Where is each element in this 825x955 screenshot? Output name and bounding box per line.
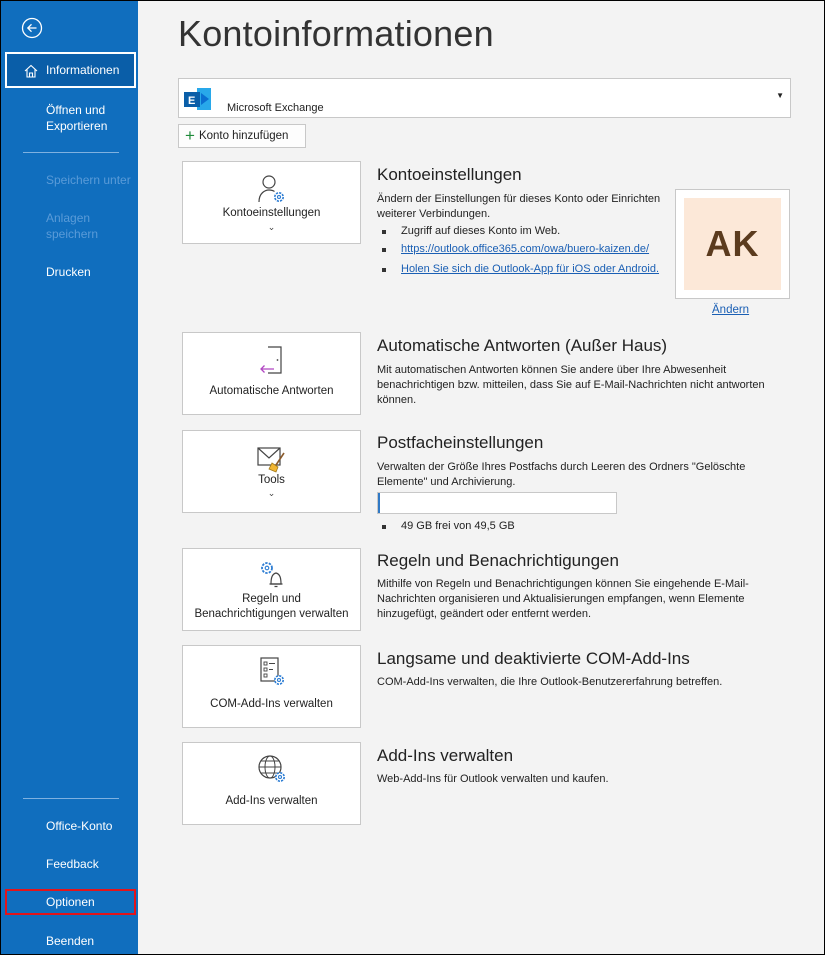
globe-gear-icon [255,752,289,786]
sidebar-item-label: Speichern unter [46,173,131,187]
sidebar-item-beenden[interactable] [5,933,136,949]
tile-label-line2: Benachrichtigungen verwalten [194,608,349,620]
mailbox-usage-fill [378,493,380,513]
plus-icon: + [185,126,195,145]
list-gear-icon [255,655,289,689]
avatar-frame [675,189,790,299]
com-addins-tile[interactable] [182,645,361,728]
sidebar-item-label-line1: Anlagen [46,211,91,225]
tile-label: COM-Add-Ins verwalten [210,698,333,710]
section-title-addins: Add-Ins verwalten [377,746,514,765]
sidebar-item-label-line2: speichern [46,227,99,241]
backstage-sidebar [1,1,138,954]
sidebar-item-optionen[interactable] [5,889,136,915]
sidebar-item-feedback[interactable] [5,856,136,872]
sidebar-item-label: Beenden [46,934,95,948]
avatar: AK [684,198,781,290]
sidebar-item-oeffnen-exportieren[interactable] [5,102,136,134]
section-desc-line2: weiterer Verbindungen. [377,208,491,220]
section-desc-line1: Verwalten der Größe Ihres Postfachs durch Leeren des Ordners "Gelöschte [377,461,746,473]
tile-label: Automatische Antworten [209,385,334,397]
auto-replies-tile[interactable] [182,332,361,415]
sidebar-divider [23,798,119,799]
mailbox-usage-bar [377,492,617,514]
tile-label-line1: Regeln und [242,593,301,605]
account-name: Microsoft Exchange [227,102,324,114]
section-desc-line1: Mithilfe von Regeln und Benachrichtigungen können Sie eingehende E-Mail- [377,578,749,590]
section-desc-line1: Web-Add-Ins für Outlook verwalten und kaufen. [377,773,609,785]
section-desc-line1: Ändern der Einstellungen für dieses Konto oder Einrichten [377,193,661,205]
sidebar-divider [23,152,119,153]
door-arrow-icon [255,343,289,377]
mobile-app-link[interactable]: Holen Sie sich die Outlook-App für iOS oder Android. [401,263,660,275]
section-title-kontoeinstellungen: Kontoeinstellungen [377,165,522,184]
section-title-com-addins: Langsame und deaktivierte COM-Add-Ins [377,649,690,668]
account-settings-tile[interactable] [182,161,361,244]
sidebar-item-informationen[interactable] [5,52,136,88]
svg-text:E: E [188,95,196,107]
section-desc-line2: Elemente" und Archivierung. [377,476,516,488]
sidebar-item-label: Drucken [46,265,91,279]
tile-label: Tools [258,474,285,486]
sidebar-item-label: Office-Konto [46,819,113,833]
section-desc-line2: Nachrichten organisieren und Aktualisierungen empfangen, wenn Elemente [377,593,745,605]
sidebar-item-drucken[interactable] [5,264,136,280]
back-arrow-circle-icon [21,17,43,39]
sidebar-item-label: Feedback [46,857,99,871]
sidebar-item-label-line1: Öffnen und [46,103,106,117]
section-desc-line3: können. [377,394,417,406]
tile-label: Add-Ins verwalten [225,795,318,807]
section-title-rules: Regeln und Benachrichtigungen [377,551,619,570]
add-account-button[interactable] [178,124,306,148]
addins-tile[interactable] [182,742,361,825]
sidebar-item-label-line2: Exportieren [46,119,108,133]
chevron-down-icon: ▼ [776,91,784,100]
gear-bell-icon [255,557,289,591]
account-dropdown[interactable] [178,78,791,118]
page-title: Kontoinformationen [178,13,494,54]
backstage-main: Kontoinformationen E Microsoft Exchange ▼ + Konto hinzufügen Kontoeinstellungen ⌄ Kontoeinstellungen Ändern der Einstellungen für dieses Konto oder Einrichten weiterer Verbindungen. Zugriff auf dieses Konto im Web. https://outlook.office365.com/owa/buero-kaizen.de/ Holen Sie sich die Outlook-App für iOS oder Android. AK Ändern Automatische Antworten Automatische Antworten (Außer Haus) Mit automatischen Antworten können Sie andere über Ihre Abwesenheit benachrichtigen bzw. mitteilen, dass Sie auf E-Mail-Nachrichten nicht antworten können. Tools ⌄ Postfacheinstellungen Verwalten der Größe Ihres Postfachs durch Leeren des Ordners "Gelöschte Elemente" und Archivierung. 49 GB frei von 49,5 GB Regeln und Benachrichtigungen verwalten Regeln und Benachrichtigungen Mithilfe von Regeln und Benachrichtigungen können Sie eingehende E-Mail- Nachrichten organisieren und Aktualisierungen empfangen, wenn Elemente hinzugefügt, geändert oder entfernt werden. COM-Add-Ins verwalten Langsame und deaktivierte COM-Add-Ins COM-Add-Ins verwalten, die Ihre Outlook-Benutzererfahrung betreffen. Add-Ins verwalten Add-Ins verwalten Web-Add-Ins für Outlook verwalten und kaufen. [138,1,824,954]
sidebar-item-label: Informationen [46,63,120,77]
tools-tile[interactable] [182,430,361,513]
sidebar-item-office-konto[interactable] [5,818,136,834]
section-desc-line3: hinzugefügt, geändert oder entfernt werden. [377,608,592,620]
section-desc-line2: benachrichtigen bzw. mitteilen, dass Sie auf E-Mail-Nachrichten nicht antworten [377,379,765,391]
sidebar-item-label: Optionen [46,895,95,909]
back-button[interactable] [21,17,43,39]
owa-link[interactable]: https://outlook.office365.com/owa/buero-kaizen.de/ [401,243,650,255]
section-desc-line1: Mit automatischen Antworten können Sie andere über Ihre Abwesenheit [377,364,727,376]
exchange-logo-icon [183,85,213,113]
rules-tile[interactable] [182,548,361,631]
section-title-mailbox: Postfacheinstellungen [377,433,544,452]
chevron-down-icon: ⌄ [267,488,276,498]
person-gear-icon [255,172,289,206]
sidebar-item-anlagen-speichern [5,210,136,242]
tile-label: Kontoeinstellungen [222,207,321,219]
add-account-label: Konto hinzufügen [198,130,289,142]
envelope-broom-icon [255,443,289,477]
sidebar-item-speichern-unter [5,172,136,188]
section-title-auto-replies: Automatische Antworten (Außer Haus) [377,336,668,355]
chevron-down-icon: ⌄ [267,222,276,232]
change-avatar-link[interactable]: Ändern [712,304,750,316]
home-icon [23,63,39,79]
section-desc-line1: COM-Add-Ins verwalten, die Ihre Outlook-Benutzererfahrung betreffen. [377,676,723,688]
